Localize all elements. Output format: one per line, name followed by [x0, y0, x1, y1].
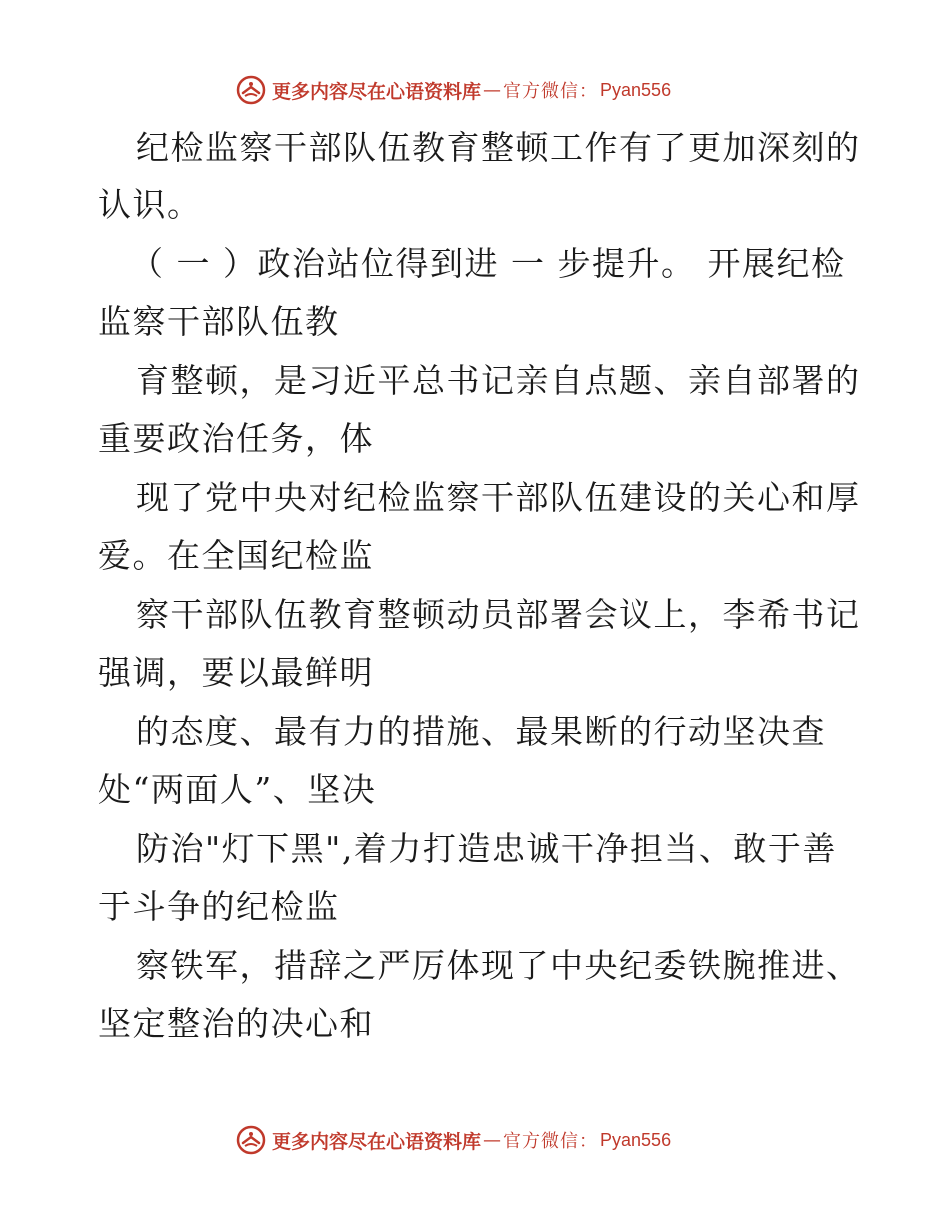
banner-dash: —	[483, 1129, 502, 1151]
banner-official-label: 官方微信：	[503, 81, 599, 102]
body-line: 于斗争的纪检监	[98, 887, 340, 926]
footer-banner	[236, 1123, 671, 1157]
body-line: （ 一 ）政治站位得到进 一 步提升。 开展纪检	[130, 244, 846, 283]
body-line: 重要政治任务，体	[98, 419, 374, 458]
body-line: 强调，要以最鲜明	[98, 653, 374, 692]
body-line: 监察干部队伍教	[98, 302, 340, 341]
body-line: 处“两面人”、坚决	[98, 770, 377, 809]
body-line: 察干部队伍教育整顿动员部署会议上，李希书记	[136, 595, 861, 634]
book-logo-icon	[236, 1125, 266, 1155]
body-line: 纪检监察干部队伍教育整顿工作有了更加深刻的	[136, 128, 861, 167]
header-banner	[236, 73, 671, 107]
body-line: 认识。	[98, 185, 202, 224]
book-logo-icon	[236, 75, 266, 105]
body-line: 现了党中央对纪检监察干部队伍建设的关心和厚	[136, 478, 861, 517]
body-line: 爱。在全国纪检监	[98, 536, 374, 575]
body-line: 防治"灯下黑",着力打造忠诚干净担当、敢于善	[136, 829, 837, 868]
banner-dash: —	[483, 79, 502, 101]
banner-wechat-id: Pyan556	[600, 1129, 672, 1150]
banner-brand-text: 更多内容尽在心语资料库	[272, 1130, 482, 1153]
banner-official-label: 官方微信：	[503, 1131, 599, 1152]
body-line: 察铁军，措辞之严厉体现了中央纪委铁腕推进、	[136, 946, 861, 985]
banner-brand-text: 更多内容尽在心语资料库	[272, 80, 482, 103]
body-line: 的态度、最有力的措施、最果断的行动坚决查	[136, 712, 826, 751]
banner-wechat-id: Pyan556	[600, 79, 672, 100]
body-line: 育整顿，是习近平总书记亲自点题、亲自部署的	[136, 361, 861, 400]
body-line: 坚定整治的决心和	[98, 1004, 374, 1043]
